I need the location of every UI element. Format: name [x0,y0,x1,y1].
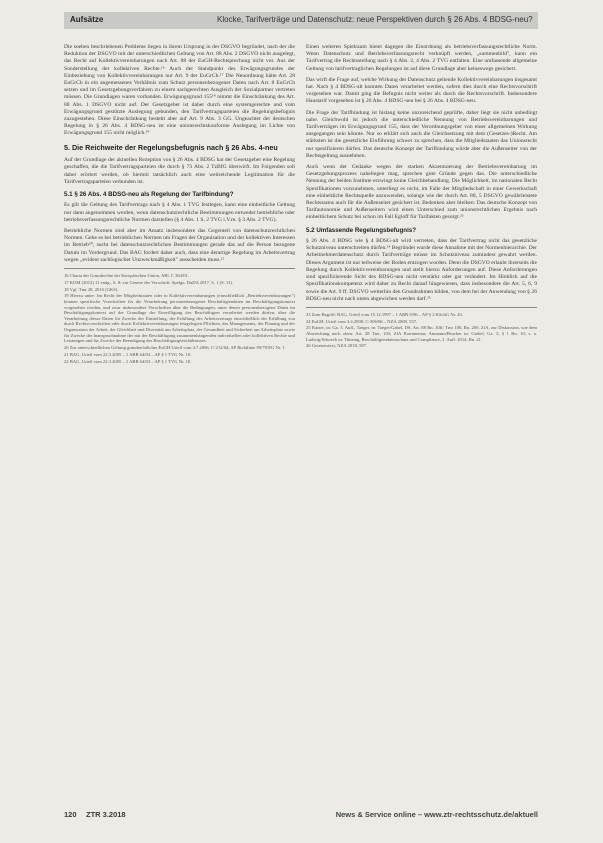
footnote: 19 Hierzu unter: Im Recht der Mitgliedstaaten oder in Kollektivvereinbarungen (einschließlich „Betriebsvereinbarungen") können spezifische Vorschriften für die Verarbeitung personenbezogener Beschäftigtendaten im Beschäftigungskontext vorgesehen werden, und zwar insbesondere Vorschriften über die Bedingungen, unter denen personenbezogene Daten im Beschäftigungskontext auf der Grundlage der Einwilligung des Beschäftigten verarbeitet werden dürfen, über die Verarbeitung dieser Daten für Zwecke der Einstellung, der Erfüllung des Arbeitsvertrags einschließlich der Erfüllung von durch Rechtsvorschriften oder durch Kollektivvereinbarungen festgelegten Pflichten, des Managements, der Planung und der Organisation der Arbeit, der Gleichheit und Diversität am Arbeitsplatz, der Gesundheit und Sicherheit am Arbeitsplatz sowie für Zwecke der Inanspruchnahme der mit der Beschäftigung zusammenhängenden individuellen oder kollektiven Rechte und Leistungen und für Zwecke der Beendigung des Beschäftigungsverhältnisses. [64,293,295,344]
journal-reference: ZTR 3.2018 [86,810,126,819]
footer-link[interactable]: News & Service online – www.ztr-rechtsschutz.de/aktuell [335,810,538,819]
footnote: 20 Zur unterschiedlichen Geltung grundrechtlicher EuGH Urteil vom 4.7.2006, C-212/04, AP Richtlinie 99/70/EG Nr. 1. [64,344,286,350]
footnote: 17 KOM (2012) 11 endg., S. 8; zur Genese der Vorschrift: Spelge, DuDA 2017, S. 1 (S. 11). [64,279,234,285]
running-header [64,12,538,29]
paragraph: Die Frage der Tarifbindung ist bislang keine unzureichend geprüfte, daher liegt sie nicht unbedingt nahe. Gleichwohl ist jedoch die unterschiedliche Nennung von Betriebsvereinbarungen und Tarifverträgen im Erwägungsgrund 155, dass der Verordnungsgeber von einer allgemeinen Wirkung ausgegangen sein könnte. Nur so erklärt sich auch die Gleichsetzung mit dem (Gesetzes-)Recht. Am stärksten ist die gesetzliche Einführung schwer zu sprechen, dass die Mitgliedstaaten das Unionsrecht nur spezifizieren dürfen. Das deutsche Konzept der Tarifbindung würde aber die Außenseiter von der Rechtsgeltung ausnehmen. [306,109,537,159]
right-column [306,44,537,350]
paragraph: Einen weiteren Spielraum bietet dagegen die Einordnung als betriebsverfassungsrechtliche Norm. Wenn Datenschutz und Betriebsverfassungsrecht verknüpft werden, „summenbild", kann ein Tarifvertrag die Rechtsstellung nach § 4 Abs. 2, 4 Abs. 2 TVG entfalten. Eine umfassende allgemeine Geltung von tarifvertraglichen Regelungen ist auf diese Grundlage aber keineswegs gesichert. [306,44,537,72]
footnote: 21 BAG, Urteil vom 22.3.2005 – 1 ABR 64/03 – AP § 1 TVG Nr. 10. [64,351,192,357]
footnote: 26 Gesetzestext, NZA 2018, 587. [306,343,368,349]
section-heading: 5. Die Reichweite der Regelungsbefugnis nach § 26 Abs. 4-neu [64,142,278,152]
footnote: 18 Vgl. Tmr 28, 2016 (GKS). [64,286,119,292]
footnote: 23 Zum Begriff: BAG, Urteil vom 15.12.1997 – 1 ABR 9/96 – AP § 2 KSchG Nr. 43. [306,311,463,317]
footnotes [306,307,537,349]
paragraph: Die soeben beschriebenen Probleme liegen in ihrem Ursprung in der DSGVO begründet, nach der die Reduktion der DSGVO mit der unterschiedlichen Geltung von Art. 88 Abs. 2 DSGVO nicht ausgelegt, das Recht auf Kollektivvereinbarungen nach Art. 88 der EuGH-Rechtsprechung nicht vor. Aus der Sonderstellung der kollektiven Rechte.¹⁶ Auch der Standpunkt des Erwägungsgrundes der Einbeziehung von Kollektivvereinbarungen nur Art. 9 der EuGrCh.¹⁷ Die Neuordnung hätte Art. 28 EuGrCh in ein angemessenes Verhältnis zum Schutz personenbezogener Daten nach Art. 8 EuGrCh setzen und im Gesetzgebungsverfahren zu einem sachgerechten Ausgleich der Sozialpartner vertreten müssen. Die Grundlagen waren vorhanden. Erwägungsgrund 155¹⁸ nimmt die Einschränkung des Art. 88 Abs. 1 DSGVO nicht auf. Der Gesetzgeber ist daher durch eine systemgerechte und vom Erwägungsgrund gestützte Auslegung gebunden, den Tarifvertragsparteien die Regelungsbefugnis zuzugestehen. Diese Einschränkung besteht aber auf Art. 9 Abs. 3 GG. Ungeachtet der deutschen Regelung in § 26 Abs. 4 BDSG-neu ist eine unionsrechtskonforme Auslegung im Lichte von Erwägungsgrund 155 nicht möglich.¹⁹ [64,44,295,137]
footnotes [64,268,295,364]
left-column [64,44,295,365]
footnote: 16 Charta der Grundrechte der Europäischen Union, ABl. C 364/01. [64,273,190,279]
page-footer [64,809,538,823]
subsection-heading: 5.1 § 26 Abs. 4 BDSG-neu als Regelung der Tarifbindung? [64,191,234,199]
paragraph: Auch wenn der Gedanke wegen der starken Akzentuierung der Betriebsvereinbarung im Gesetzgebungsprozess naheliegen mag, sprechen gute Gründe gegen das. Die unterschiedliche Nennung der beiden Institute erzwingt keine Gleichbehandlung. Die Möglichkeit, im nationalen Recht Spezifikationen vorzunehmen, unterliegt es nicht, im Falle der Mitgliedschaft in einer Gewerkschaft eine einheitliche Rechtsquelle anzuwenden, solange wie der durch Art. 88, 5 DSGVO gewährleistete Rechtsstatus auch für die Außenseiter gesichert ist. Bedenken aber bleiben: Das deutsche Konzept von Tarifautonomie und Außenseitern wird einen Unterschied zum unionsrechtlichen Ergebnis nach einheitlichem Schutz bei schon im Fall Egloff für Tarifakten gesorgt.²³ [306,164,537,221]
paragraph: Auf der Grundlage der aktuellen Rezeption von § 26 Abs. 4 BDSG hat der Gesetzgeber eine Regelung geschaffen, die die Tarifvertragsparteien die durch § 73 Abs. 2 TzBfG überwirft. Im Folgenden soll daher erörtert werden, ob hiermit tatsächlich auch eine weitreichende Legitimation für die Tarifvertragsparteien verbunden ist. [64,157,295,185]
paragraph: Es gilt die Geltung des Tarifvertrags nach § 4 Abs. 1 TVG festlegen, kann eine einheitliche Geltung nur dann angenommen werden, wenn datenschutzrechtliche Bestimmungen entweder betriebliche oder betriebsverfassungsrechtliche Normen darstellen (§ 4 Abs. 1 S. 2 TVG i.V.m. § 3 Abs. 2 TVG). [64,202,295,223]
page-number: 120 [64,810,77,819]
subsection-heading: 5.2 Umfassende Regelungsbefugnis? [306,226,417,234]
section-tag: Aufsätze [70,15,104,24]
running-title: Klocke, Tarifverträge und Datenschutz: neue Perspektiven durch § 26 Abs. 4 BDSG-neu? [217,15,533,24]
footnote: 24 EuGH, Urteil vom 3.4.2008, C-306/06 – NZA 2008, 537. [306,318,418,324]
paragraph: Betriebliche Normen sind aber im Ansatz insbesondere das Gegenteil von datenschutzrechtlichen Normen. Gehe es bei betrieblichen Normen um Fragen der Organisation und der kollektiven Interessen im Betrieb²⁰, sucht bei datenschutzrechtlichen Bestimmungen gerade das auf die Person bezogene Datum im Vordergrund. Das BAG fordert daher auch, dass eine derartige Regelung im Arbeitsvertrag wegen „evident sachlogischer Unzweckmäßigkeit" ausscheiden muss.²¹ [64,228,295,263]
paragraph: Das wirft die Frage auf, welche Wirkung der Datenschutz geltende Kollektivvereinbarungen insgesamt hat. Nach § 4 BDSG-alt konnten Daten verarbeitet werden, sofern dies durch eine Rechtsvorschrift vorgesehen war. Damit ging die Befugnis nicht weiter als durch die Rechtsvorschrift. Insbesondere Haustarif vorgesehen ist § 26 Abs. 4 BDSG-neu bei § 26 Abs. 4 BDSG-neu. [306,76,537,105]
footnote: 25 Kaiser, in: Ga. 5. Aufl., Taeger, in: Taeger/Gabel, DS, Art. 88 Rn. 10ff; Tmr 100, Rn. 200, ZfA, zur Diskussion, wie dem Abweichung nach oben: Art. 28 Tmr, 103; ZfA Kommentar, Ammann/Brucker in: Giebel, Ga. 5, § 1 Rn. 10; s. a. Ludwig/Schoeck in: Thüsing, Beschäftigtendatenschutz und Compliance, 2. Aufl. 2014, Rn. 21. [306,325,537,342]
paragraph: § 26 Abs. 4 BDSG wie § 4 BDSG-alt wird vertreten, dass der Tarifvertrag nicht das gesetzliche Schutzniveau unterschreiten dürfen.²⁴ Begründet wurde diese Annahme mit der Normenhierarchie. Der Arbeitnehmerdatenschutz durch Tarifverträge müsse im Schutzniveau zumindest gewahrt werden. Dieses Argument ist nur teilweise der Boden entzogen worden. Denn die DSGVO erlaubt ihrerseits die Regelung durch Kollektivvereinbarungen und stellt hierzu Anforderungen auf. Diese Anforderungen sind spezifizierende Sicht des BDSG-neu nicht verstärkt oder gar verändert. Im Hinblick auf die Spezifikationskompetenz wird daher zu Recht darauf hingewiesen, dass insbesondere die Art. 5, 6, 9 sowie die Art. 9 ff. DSGVO weiterhin den Grundrahmen bilden, von dem bei der Anwendung von § 26 BDSG-neu nicht nach unten abgewichen werden darf.²⁵ [306,238,537,302]
footnote: 22 BAG, Urteil vom 22.3.2005 – 1 ABR 64/03 – AP § 1 TVG Nr. 10. [64,358,192,364]
